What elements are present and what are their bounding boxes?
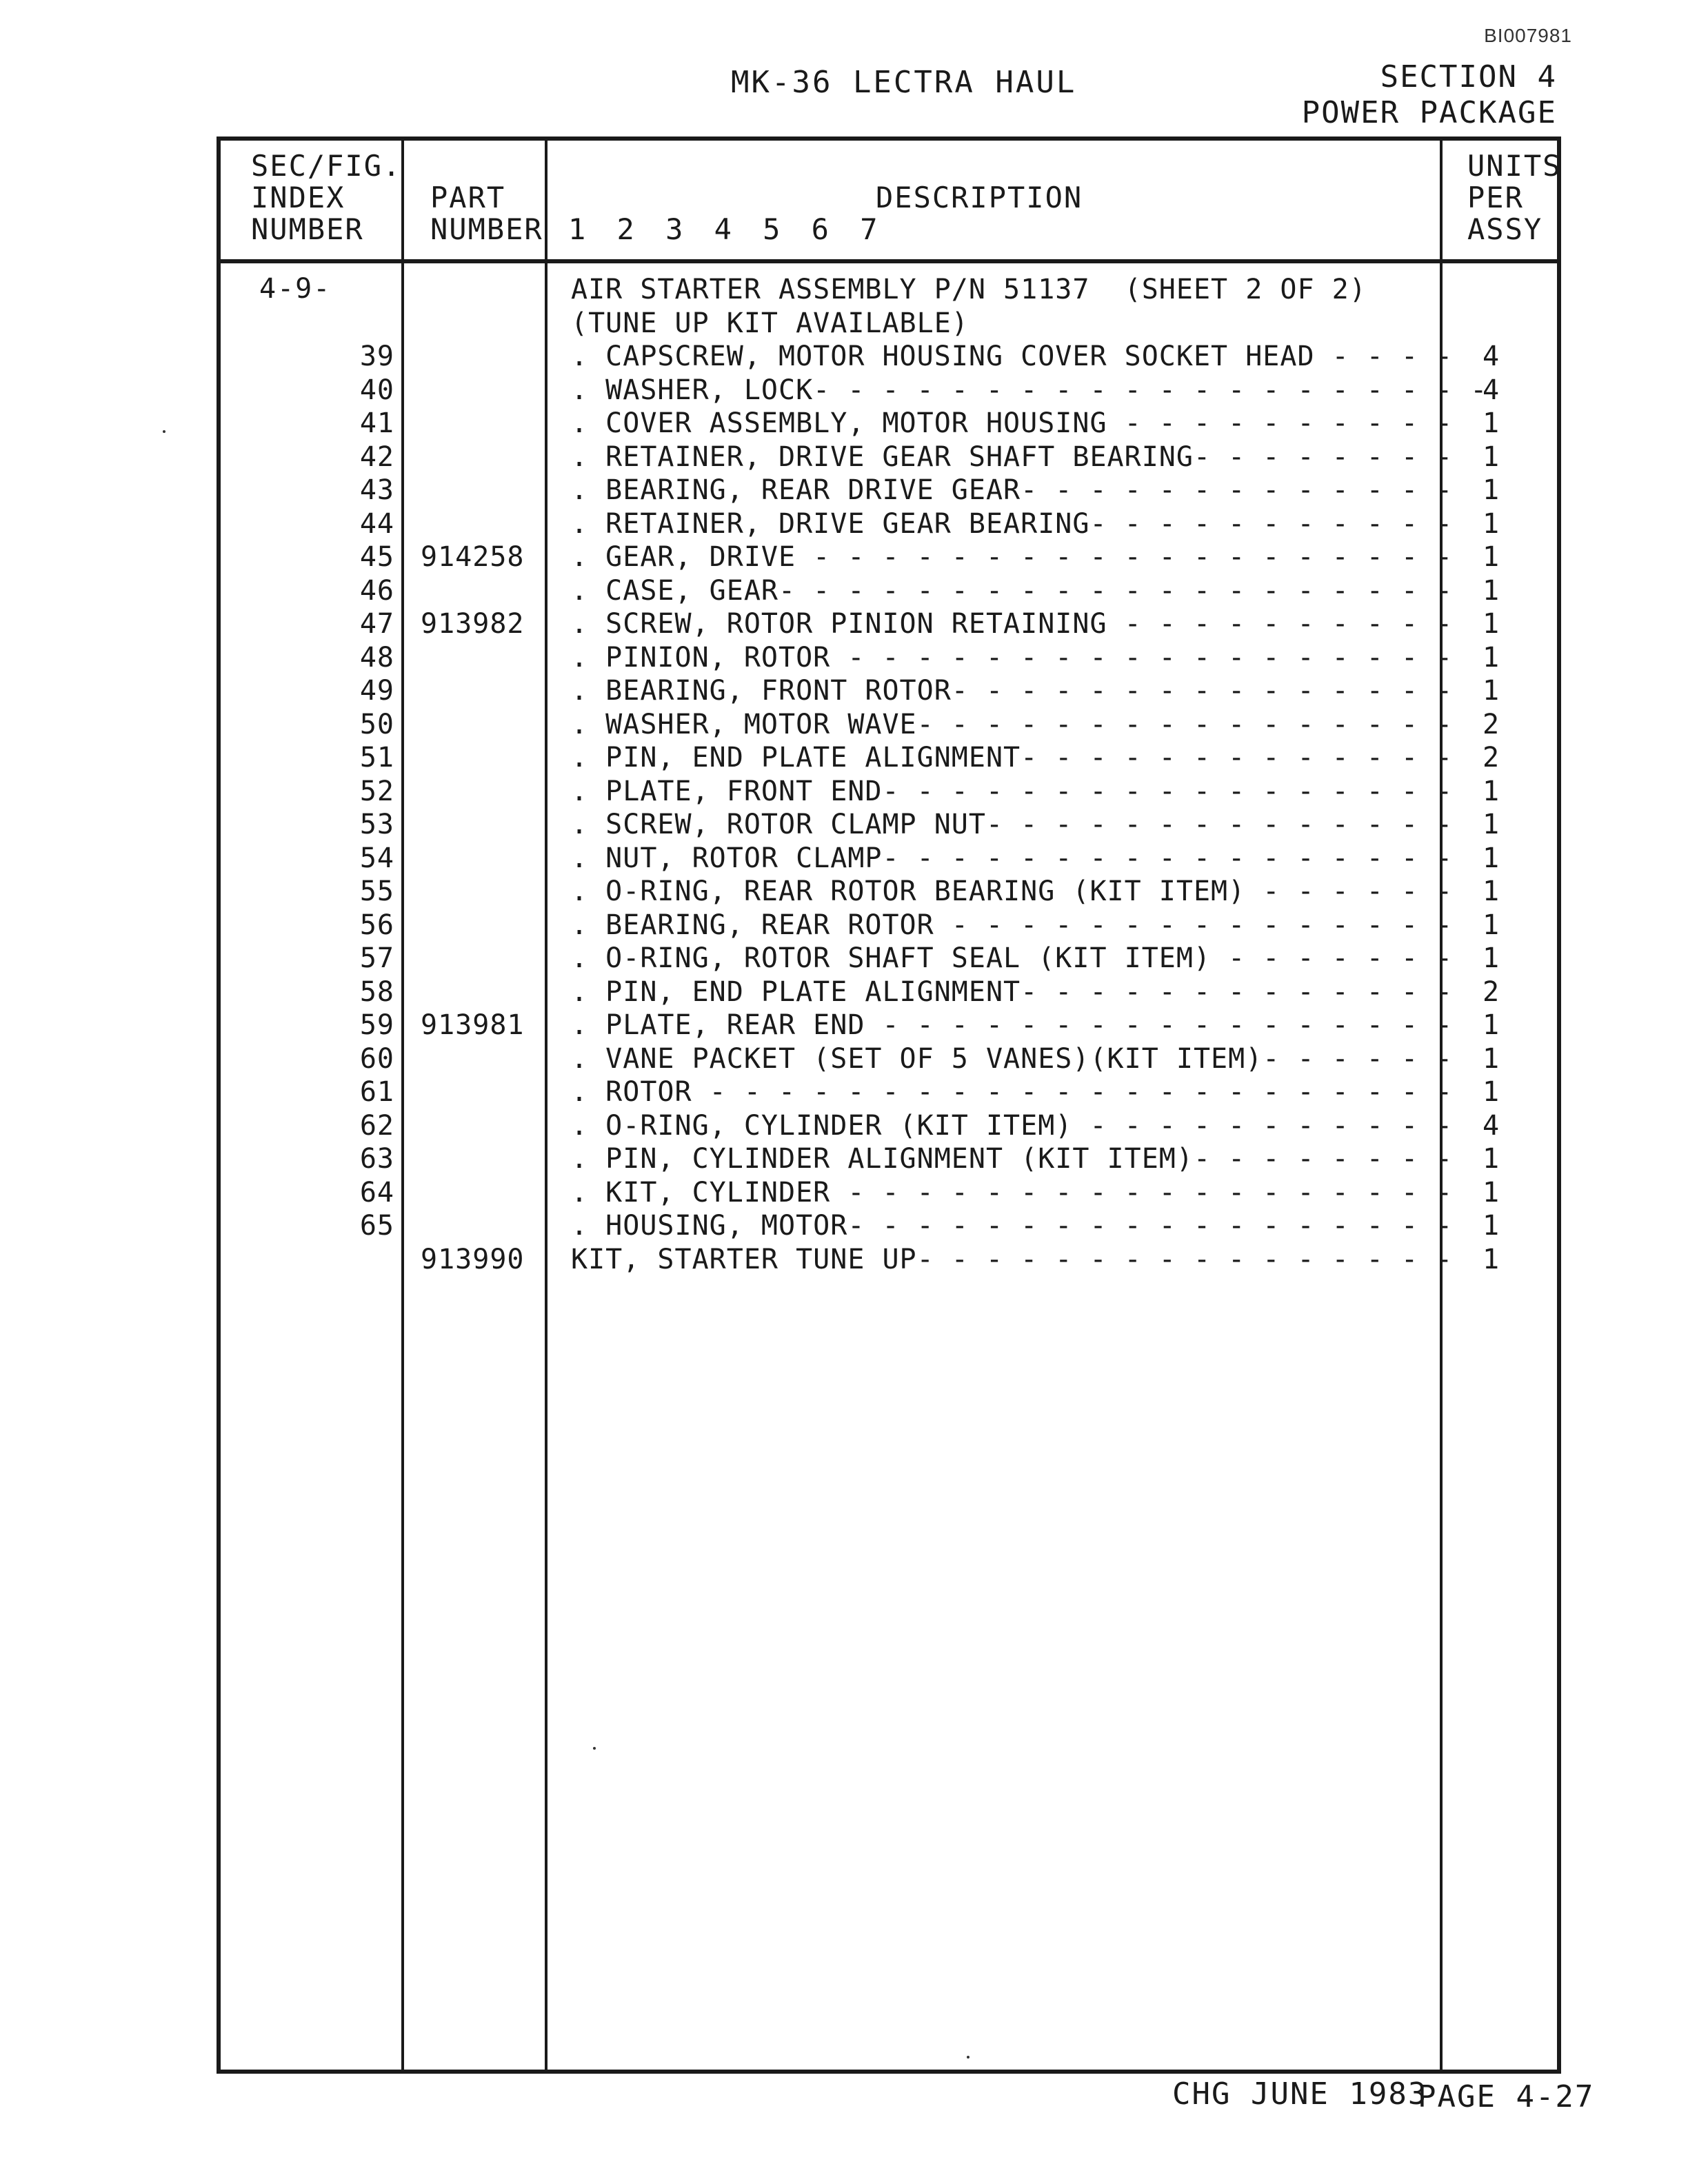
change-date: CHG JUNE 1983 <box>1172 2076 1428 2112</box>
scan-speck <box>967 2056 969 2059</box>
index-number: 43 <box>359 474 394 506</box>
item-description: . CAPSCREW, MOTOR HOUSING COVER SOCKET HEAD - - - - <box>571 341 1454 372</box>
section-heading <box>1302 59 1557 131</box>
header-units-line: UNITS <box>1467 149 1562 183</box>
units-per-assy: 4 <box>1483 341 1500 372</box>
header-units-line: ASSY <box>1467 212 1543 246</box>
table-row <box>221 1109 1557 1143</box>
scan-speck <box>593 1747 596 1750</box>
table-row <box>221 1009 1557 1042</box>
units-per-assy: 1 <box>1483 1143 1500 1175</box>
index-number: 47 <box>359 608 394 640</box>
item-description: . O-RING, CYLINDER (KIT ITEM) - - - - - - - - - - - <box>571 1109 1454 1142</box>
table-row <box>221 1142 1557 1176</box>
table-row <box>221 441 1557 474</box>
item-description: AIR STARTER ASSEMBLY P/N 51137 (SHEET 2 OF 2) <box>571 274 1367 305</box>
header-index-line: NUMBER <box>251 212 364 246</box>
table-row <box>221 775 1557 809</box>
document-id: BI007981 <box>1484 25 1572 46</box>
table-row <box>221 1075 1557 1109</box>
item-description: . SCREW, ROTOR CLAMP NUT- - - - - - - - - - - - - - <box>571 809 1454 840</box>
index-number: 48 <box>359 641 394 674</box>
part-number: 913990 <box>421 1243 525 1275</box>
units-per-assy: 1 <box>1483 1076 1500 1108</box>
table-row <box>221 875 1557 909</box>
index-number: 39 <box>359 341 394 372</box>
section-name: POWER PACKAGE <box>1301 95 1557 130</box>
units-per-assy: 1 <box>1483 541 1500 573</box>
index-number: 50 <box>359 708 394 740</box>
part-number: 913981 <box>421 1009 525 1041</box>
index-number: 41 <box>359 407 394 439</box>
index-number: 64 <box>359 1176 394 1209</box>
units-per-assy: 2 <box>1483 708 1500 740</box>
table-row <box>221 1209 1557 1243</box>
units-per-assy: 1 <box>1483 876 1500 907</box>
index-number: 51 <box>359 742 394 774</box>
table-row <box>221 909 1557 942</box>
part-number: 913982 <box>421 608 525 640</box>
index-number: 63 <box>359 1143 394 1175</box>
index-number: 62 <box>359 1109 394 1142</box>
index-number: 58 <box>359 975 394 1008</box>
units-per-assy: 1 <box>1483 641 1500 674</box>
header-units-line: PER <box>1467 181 1524 214</box>
table-row <box>221 674 1557 708</box>
units-per-assy: 1 <box>1483 507 1500 540</box>
page-title: MK-36 LECTRA HAUL <box>731 65 1077 100</box>
item-description: . HOUSING, MOTOR- - - - - - - - - - - - - - - - - - <box>571 1210 1454 1242</box>
units-per-assy: 2 <box>1483 975 1500 1008</box>
index-number: 49 <box>359 675 394 707</box>
table-row <box>221 842 1557 876</box>
header-divider <box>221 259 1557 263</box>
parts-list <box>221 273 1557 1276</box>
header-indent-levels: 1 2 3 4 5 6 7 <box>568 212 879 246</box>
table-row <box>221 574 1557 608</box>
table-row <box>221 540 1557 574</box>
item-description: . PLATE, FRONT END- - - - - - - - - - - - - - - - - <box>571 775 1454 807</box>
item-description: . RETAINER, DRIVE GEAR SHAFT BEARING- - - - - - - - <box>571 441 1454 473</box>
item-description: . BEARING, REAR ROTOR - - - - - - - - - - - - - - - <box>571 909 1454 941</box>
item-description: . PIN, END PLATE ALIGNMENT- - - - - - - - - - - - - <box>571 975 1454 1008</box>
units-per-assy: 4 <box>1483 374 1500 406</box>
units-per-assy: 1 <box>1483 574 1500 607</box>
parts-table <box>217 136 1561 2074</box>
item-description: . PINION, ROTOR - - - - - - - - - - - - - - - - - - <box>571 641 1454 674</box>
header-description: DESCRIPTION <box>876 181 1083 214</box>
item-description: . RETAINER, DRIVE GEAR BEARING- - - - - - - - - - - <box>571 507 1454 540</box>
units-per-assy: 1 <box>1483 474 1500 506</box>
item-description: . COVER ASSEMBLY, MOTOR HOUSING - - - - - - - - - - <box>571 407 1454 439</box>
item-description: . O-RING, ROTOR SHAFT SEAL (KIT ITEM) - - - - - - - <box>571 942 1454 974</box>
units-per-assy: 1 <box>1483 608 1500 640</box>
item-description: . SCREW, ROTOR PINION RETAINING - - - - - - - - - - <box>571 608 1454 640</box>
header-index <box>251 150 401 245</box>
item-description: . PLATE, REAR END - - - - - - - - - - - - - - - - - <box>571 1009 1454 1041</box>
units-per-assy: 1 <box>1483 1210 1500 1242</box>
index-number: 46 <box>359 574 394 607</box>
table-row <box>221 374 1557 407</box>
index-number: 56 <box>359 909 394 941</box>
units-per-assy: 2 <box>1483 742 1500 774</box>
item-description: KIT, STARTER TUNE UP- - - - - - - - - - - - - - - - <box>571 1243 1454 1275</box>
item-description: . O-RING, REAR ROTOR BEARING (KIT ITEM) - - - - - - <box>571 876 1454 907</box>
table-row <box>221 1243 1557 1277</box>
part-number: 914258 <box>421 541 525 573</box>
table-row <box>221 507 1557 541</box>
index-number: 60 <box>359 1042 394 1075</box>
table-row <box>221 307 1557 341</box>
item-description: . CASE, GEAR- - - - - - - - - - - - - - - - - - - - <box>571 574 1454 607</box>
units-per-assy: 1 <box>1483 1009 1500 1041</box>
table-row <box>221 407 1557 441</box>
header-index-line: SEC/FIG. <box>251 149 402 183</box>
table-row <box>221 474 1557 507</box>
header-index-line: INDEX <box>251 181 345 214</box>
header-units <box>1467 150 1561 245</box>
item-description: . PIN, END PLATE ALIGNMENT- - - - - - - - - - - - - <box>571 742 1454 774</box>
index-number: 52 <box>359 775 394 807</box>
item-description: . WASHER, MOTOR WAVE- - - - - - - - - - - - - - - - <box>571 708 1454 740</box>
units-per-assy: 4 <box>1483 1109 1500 1142</box>
index-number: 44 <box>359 507 394 540</box>
table-row <box>221 641 1557 675</box>
table-row <box>221 708 1557 742</box>
item-description: . BEARING, REAR DRIVE GEAR- - - - - - - - - - - - - <box>571 474 1454 506</box>
index-number: 42 <box>359 441 394 473</box>
figure-number: 4-9- <box>259 273 332 305</box>
table-row <box>221 741 1557 775</box>
item-description: . WASHER, LOCK- - - - - - - - - - - - - - - - - - - - <box>571 374 1488 406</box>
units-per-assy: 1 <box>1483 809 1500 840</box>
item-description: (TUNE UP KIT AVAILABLE) <box>571 307 969 339</box>
units-per-assy: 1 <box>1483 775 1500 807</box>
units-per-assy: 1 <box>1483 1176 1500 1209</box>
item-description: . NUT, ROTOR CLAMP- - - - - - - - - - - - - - - - - <box>571 842 1454 874</box>
table-row <box>221 607 1557 641</box>
item-description: . BEARING, FRONT ROTOR- - - - - - - - - - - - - - - <box>571 675 1454 707</box>
index-number: 65 <box>359 1210 394 1242</box>
table-row <box>221 1176 1557 1210</box>
item-description: . ROTOR - - - - - - - - - - - - - - - - - - - - - - <box>571 1076 1454 1108</box>
header-part-line: NUMBER <box>430 212 543 246</box>
item-description: . VANE PACKET (SET OF 5 VANES)(KIT ITEM)- - - - - - <box>571 1042 1454 1075</box>
header-part-line: PART <box>430 181 506 214</box>
units-per-assy: 1 <box>1483 909 1500 941</box>
table-row <box>221 1042 1557 1076</box>
index-number: 45 <box>359 541 394 573</box>
table-row <box>221 942 1557 975</box>
page-number: PAGE 4-27 <box>1418 2079 1595 2114</box>
index-number: 53 <box>359 809 394 840</box>
units-per-assy: 1 <box>1483 1243 1500 1275</box>
table-row <box>221 273 1557 307</box>
table-row <box>221 975 1557 1009</box>
units-per-assy: 1 <box>1483 842 1500 874</box>
index-number: 59 <box>359 1009 394 1041</box>
units-per-assy: 1 <box>1483 675 1500 707</box>
table-row <box>221 808 1557 842</box>
units-per-assy: 1 <box>1483 1042 1500 1075</box>
units-per-assy: 1 <box>1483 942 1500 974</box>
item-description: . KIT, CYLINDER - - - - - - - - - - - - - - - - - - <box>571 1176 1454 1209</box>
index-number: 55 <box>359 876 394 907</box>
header-part <box>430 182 543 245</box>
index-number: 54 <box>359 842 394 874</box>
item-description: . GEAR, DRIVE - - - - - - - - - - - - - - - - - - - <box>571 541 1454 573</box>
index-number: 57 <box>359 942 394 974</box>
item-description: . PIN, CYLINDER ALIGNMENT (KIT ITEM)- - - - - - - - <box>571 1143 1454 1175</box>
table-row <box>221 340 1557 374</box>
scan-speck <box>163 430 165 433</box>
section-number: SECTION 4 <box>1380 59 1557 94</box>
index-number: 40 <box>359 374 394 406</box>
index-number: 61 <box>359 1076 394 1108</box>
units-per-assy: 1 <box>1483 441 1500 473</box>
units-per-assy: 1 <box>1483 407 1500 439</box>
